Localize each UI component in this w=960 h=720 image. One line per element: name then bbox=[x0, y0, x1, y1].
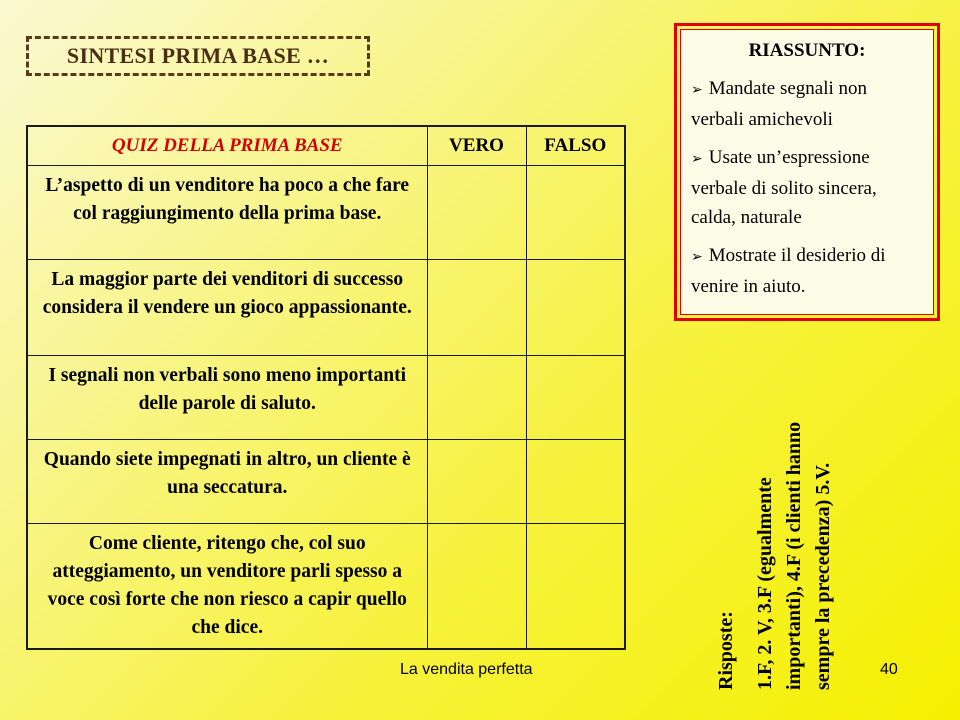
summary-item bbox=[691, 241, 923, 301]
quiz-row bbox=[27, 166, 625, 260]
answers-text: 1.F, 2. V, 3.F (egualmente importanti), 4.F (i clienti hanno sempre la precedenza) 5.V. bbox=[754, 421, 834, 690]
quiz-row bbox=[27, 356, 625, 440]
vero-cell[interactable] bbox=[427, 440, 526, 524]
quiz-question: Come cliente, ritengo che, col suo atteggiamento, un venditore parli spesso a voce così forte che non riesco a capir quello che dice. bbox=[27, 524, 427, 649]
summary-inner bbox=[680, 29, 934, 315]
quiz-question: L’aspetto di un venditore ha poco a che fare col raggiungimento della prima base. bbox=[27, 166, 427, 260]
summary-box bbox=[674, 23, 940, 321]
summary-title: RIASSUNTO: bbox=[748, 40, 866, 61]
falso-cell[interactable] bbox=[526, 524, 625, 649]
quiz-header: QUIZ DELLA PRIMA BASE bbox=[27, 126, 427, 166]
quiz-row bbox=[27, 524, 625, 649]
summary-item bbox=[691, 74, 923, 134]
arrow-bullet-icon: ➢ bbox=[691, 250, 703, 265]
arrow-bullet-icon: ➢ bbox=[691, 83, 703, 98]
answers-label: Risposte: bbox=[715, 611, 737, 690]
slide-title: SINTESI PRIMA BASE … bbox=[26, 36, 370, 76]
quiz-table bbox=[26, 125, 626, 650]
falso-cell[interactable] bbox=[526, 440, 625, 524]
footer-text: La vendita perfetta bbox=[400, 661, 533, 678]
quiz-header-row bbox=[27, 126, 625, 166]
summary-item-text: Usate un’espressione verbale di solito sincera, calda, naturale bbox=[691, 147, 877, 228]
quiz-question: Quando siete impegnati in altro, un cliente è una seccatura. bbox=[27, 440, 427, 524]
quiz-question: I segnali non verbali sono meno importanti delle parole di saluto. bbox=[27, 356, 427, 440]
quiz-row bbox=[27, 440, 625, 524]
summary-item bbox=[691, 143, 923, 232]
column-falso: FALSO bbox=[526, 126, 625, 166]
quiz-row bbox=[27, 260, 625, 356]
page-number: 40 bbox=[880, 661, 898, 678]
vero-cell[interactable] bbox=[427, 356, 526, 440]
vero-cell[interactable] bbox=[427, 524, 526, 649]
vero-cell[interactable] bbox=[427, 166, 526, 260]
vero-cell[interactable] bbox=[427, 260, 526, 356]
column-vero: VERO bbox=[427, 126, 526, 166]
falso-cell[interactable] bbox=[526, 166, 625, 260]
arrow-bullet-icon: ➢ bbox=[691, 152, 703, 167]
answers-block bbox=[712, 390, 862, 690]
falso-cell[interactable] bbox=[526, 260, 625, 356]
quiz-question: La maggior parte dei venditori di successo considera il vendere un gioco appassionante. bbox=[27, 260, 427, 356]
summary-item-text: Mostrate il desiderio di venire in aiuto. bbox=[691, 245, 886, 297]
falso-cell[interactable] bbox=[526, 356, 625, 440]
summary-item-text: Mandate segnali non verbali amichevoli bbox=[691, 78, 868, 130]
